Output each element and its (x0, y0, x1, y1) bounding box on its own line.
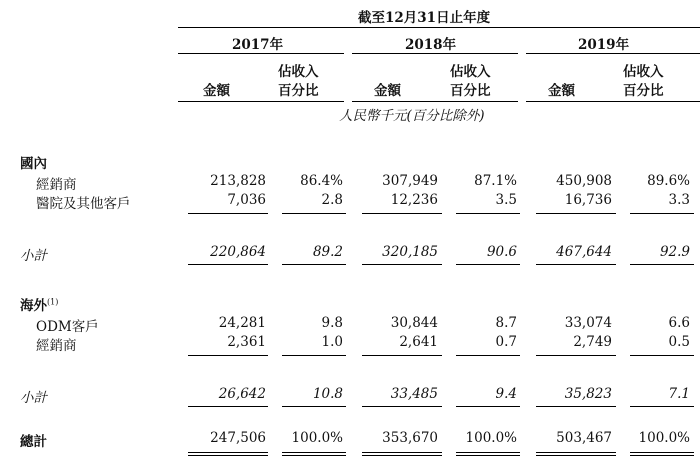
domestic-rule-3 (362, 213, 442, 214)
row-label-overseas-distributor: 經銷商 (36, 338, 77, 354)
overseas-rule-6 (630, 355, 694, 356)
cell: 16,736 (564, 192, 612, 208)
overseas-subtotal-rule-5 (536, 406, 616, 407)
cell: 2,641 (399, 334, 438, 350)
cell: 6.6 (668, 315, 690, 331)
domestic-subtotal-rule-1 (188, 264, 268, 265)
subheader-rule-2019 (526, 101, 700, 102)
overseas-subtotal-rule-1 (188, 406, 268, 407)
overseas-rule-4 (456, 355, 520, 356)
cell: 353,670 (382, 430, 438, 446)
cell: 10.8 (312, 386, 343, 402)
cell: 86.4% (300, 173, 343, 189)
col-amount-2018: 金額 (374, 83, 401, 99)
cell: 7,036 (227, 192, 266, 208)
cell: 2.8 (321, 192, 343, 208)
col-pct-2019-l1: 佔收入 (623, 64, 664, 80)
total-rule-4 (456, 452, 520, 456)
overseas-subtotal-rule-3 (362, 406, 442, 407)
year-2018-rule (352, 53, 518, 54)
cell: 2,749 (573, 334, 612, 350)
domestic-heading: 國內 (20, 156, 47, 172)
cell: 220,864 (210, 244, 266, 260)
col-pct-2018-l1: 佔收入 (450, 64, 491, 80)
cell: 89.6% (647, 173, 690, 189)
period-rule (178, 27, 700, 28)
cell: 2,361 (227, 334, 266, 350)
cell: 87.1% (474, 173, 517, 189)
cell: 89.2 (312, 244, 343, 260)
year-2017: 2017年 (232, 37, 284, 53)
subheader-rule-2017 (178, 101, 344, 102)
cell: 1.0 (321, 334, 343, 350)
total-rule-2 (282, 452, 346, 456)
domestic-rule-2 (282, 213, 346, 214)
domestic-rule-4 (456, 213, 520, 214)
cell: 3.3 (668, 192, 690, 208)
year-2018: 2018年 (405, 37, 457, 53)
cell: 307,949 (382, 173, 438, 189)
cell: 100.0% (638, 430, 690, 446)
cell: 0.5 (668, 334, 690, 350)
overseas-rule-2 (282, 355, 346, 356)
cell: 247,506 (210, 430, 266, 446)
domestic-subtotal-rule-5 (536, 264, 616, 265)
total-rule-1 (188, 452, 268, 456)
cell: 7.1 (668, 386, 690, 402)
col-pct-2017-l1: 佔收入 (278, 64, 319, 80)
total-label: 總計 (20, 434, 47, 450)
overseas-subtotal-rule-6 (630, 406, 694, 407)
domestic-subtotal-rule-4 (456, 264, 520, 265)
row-label-domestic-distributor: 經銷商 (36, 177, 77, 193)
cell: 503,467 (556, 430, 612, 446)
overseas-heading-text: 海外 (20, 298, 47, 314)
cell: 9.4 (495, 386, 517, 402)
col-pct-2019-l2: 百分比 (623, 83, 664, 99)
cell: 26,642 (218, 386, 266, 402)
cell: 33,485 (390, 386, 438, 402)
col-pct-2018-l2: 百分比 (450, 83, 491, 99)
cell: 33,074 (564, 315, 612, 331)
unit-note: 人民幣千元(百分比除外) (339, 108, 485, 124)
domestic-rule-1 (188, 213, 268, 214)
year-2019-rule (526, 53, 700, 54)
row-label-overseas-odm: ODM客戶 (36, 319, 99, 335)
overseas-rule-1 (188, 355, 268, 356)
domestic-subtotal-rule-3 (362, 264, 442, 265)
year-2019: 2019年 (578, 37, 630, 53)
total-rule-3 (362, 452, 442, 456)
year-2017-rule (178, 53, 344, 54)
cell: 12,236 (390, 192, 438, 208)
row-label-domestic-hospital: 醫院及其他客戶 (36, 196, 131, 212)
domestic-rule-6 (630, 213, 694, 214)
cell: 100.0% (291, 430, 343, 446)
overseas-subtotal-rule-4 (456, 406, 520, 407)
period-title: 截至12月31日止年度 (358, 10, 491, 26)
subheader-rule-2018 (352, 101, 518, 102)
cell: 24,281 (218, 315, 266, 331)
cell: 0.7 (495, 334, 517, 350)
domestic-rule-5 (536, 213, 616, 214)
overseas-heading (20, 294, 58, 314)
cell: 35,823 (564, 386, 612, 402)
cell: 9.8 (321, 315, 343, 331)
cell: 100.0% (465, 430, 517, 446)
total-rule-6 (630, 452, 694, 456)
cell: 450,908 (556, 173, 612, 189)
col-pct-2017-l2: 百分比 (278, 83, 319, 99)
overseas-rule-5 (536, 355, 616, 356)
cell: 8.7 (495, 315, 517, 331)
cell: 213,828 (210, 173, 266, 189)
cell: 3.5 (495, 192, 517, 208)
cell: 320,185 (382, 244, 438, 260)
col-amount-2019: 金額 (548, 83, 575, 99)
domestic-subtotal-label: 小計 (20, 248, 47, 264)
total-rule-5 (536, 452, 616, 456)
cell: 90.6 (486, 244, 517, 260)
domestic-subtotal-rule-2 (282, 264, 346, 265)
cell: 92.9 (659, 244, 690, 260)
cell: 30,844 (390, 315, 438, 331)
footnote-marker: (1) (47, 297, 59, 307)
domestic-subtotal-rule-6 (630, 264, 694, 265)
cell: 467,644 (556, 244, 612, 260)
col-amount-2017: 金額 (203, 83, 230, 99)
overseas-subtotal-rule-2 (282, 406, 346, 407)
overseas-rule-3 (362, 355, 442, 356)
overseas-subtotal-label: 小計 (20, 390, 47, 406)
